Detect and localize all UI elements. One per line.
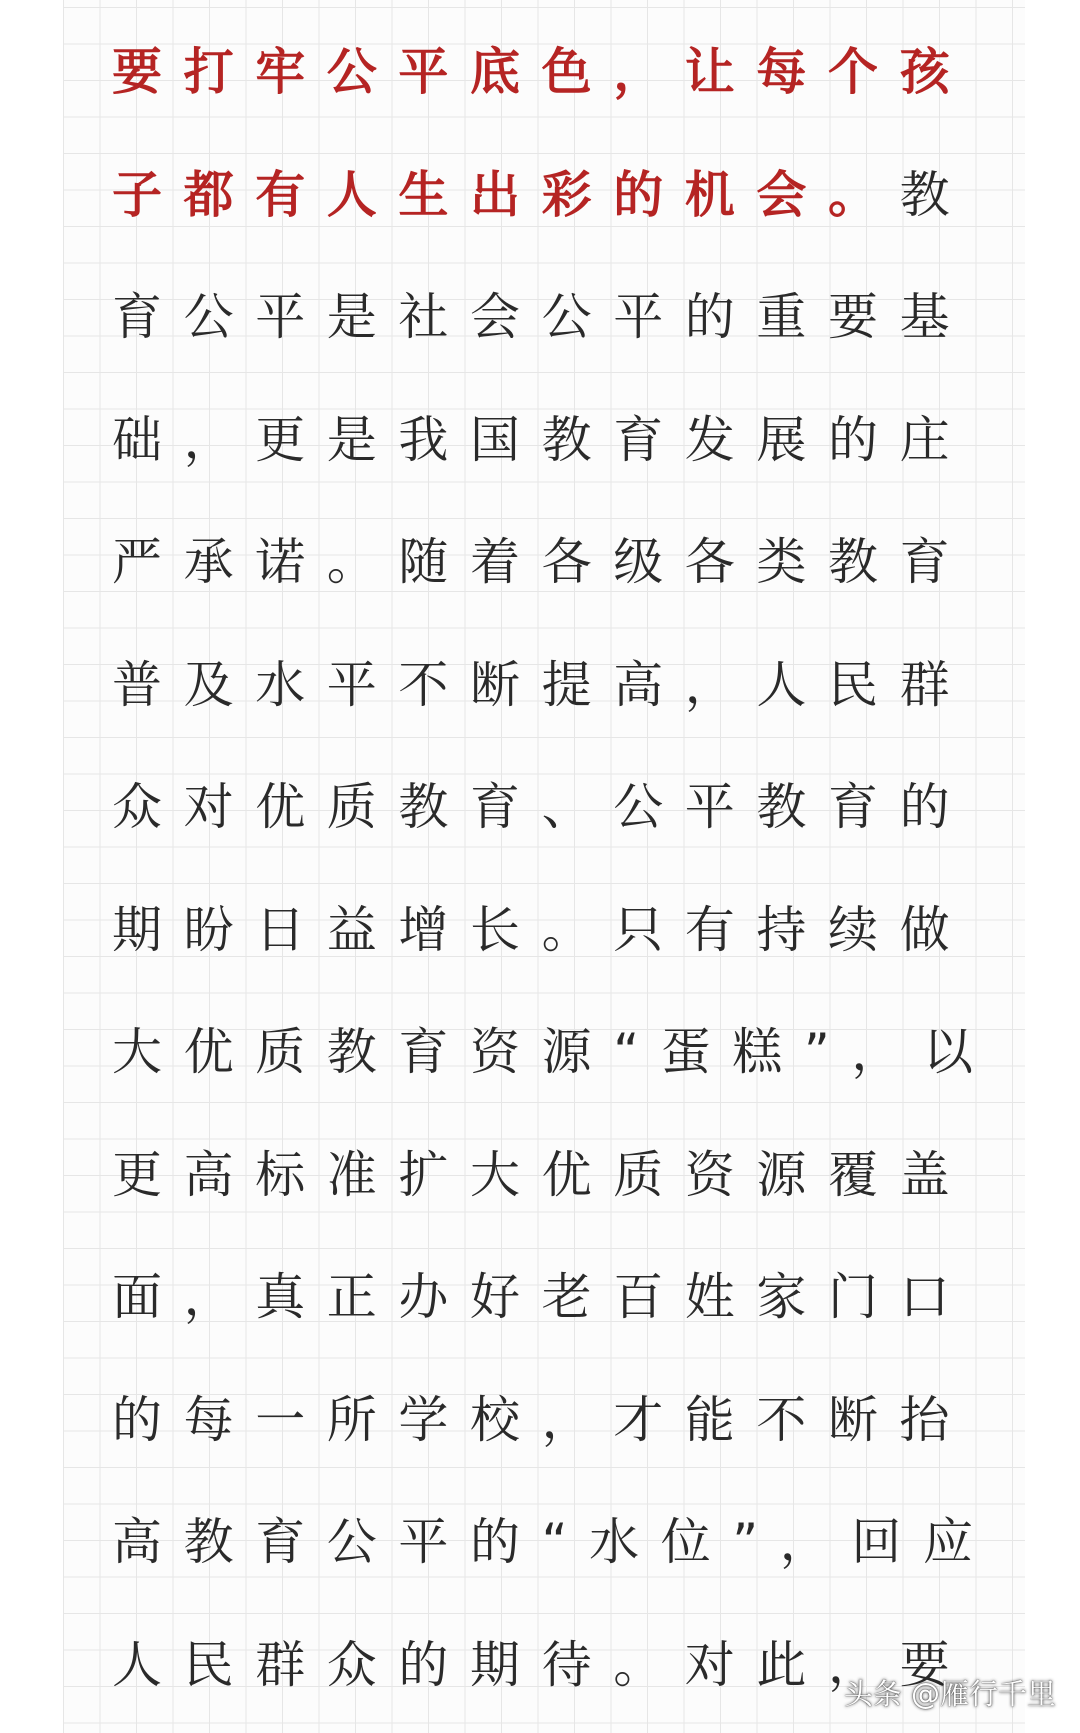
text-line [112,379,992,502]
body-text: 面，真正办好老百姓家门口 [112,1268,972,1326]
text-line [112,134,992,257]
body-text: 人民群众的期待。对此，要 [112,1635,972,1694]
text-line [112,1114,992,1237]
text-line [112,11,992,134]
body-text: 严承诺。随着各级各类教育 [112,533,972,591]
watermark: 头条 @雁行千里 [843,1677,1056,1711]
body-text: 教 [899,165,972,224]
body-text: 的每一所学校，才能不断抬 [112,1390,972,1449]
text-line [112,869,992,992]
body-text: 更高标准扩大优质资源覆盖 [112,1145,972,1204]
text-line [112,991,995,1114]
body-text: 期盼日益增长。只有持续做 [112,900,972,959]
body-text: 础，更是我国教育发展的庄 [112,410,972,469]
text-line [112,1359,992,1482]
body-text: 大优质教育资源“蛋糕”，以 [112,1023,995,1081]
text-line [112,746,992,869]
text-line [112,624,992,747]
text-line [112,256,992,379]
highlighted-text: 要打牢公平底色，让每个孩 [112,43,972,101]
right-margin [1025,0,1080,1733]
highlighted-text: 子都有人生出彩的机会。 [112,165,900,224]
text-line [112,1236,992,1359]
body-text: 众对优质教育、公平教育的 [112,778,972,836]
left-margin [0,0,63,1733]
article-body [112,11,995,1726]
text-line [112,1481,995,1604]
body-text: 高教育公平的“水位”，回应 [112,1513,995,1571]
body-text: 育公平是社会公平的重要基 [112,288,972,346]
text-line [112,501,992,624]
body-text: 普及水平不断提高，人民群 [112,655,972,714]
